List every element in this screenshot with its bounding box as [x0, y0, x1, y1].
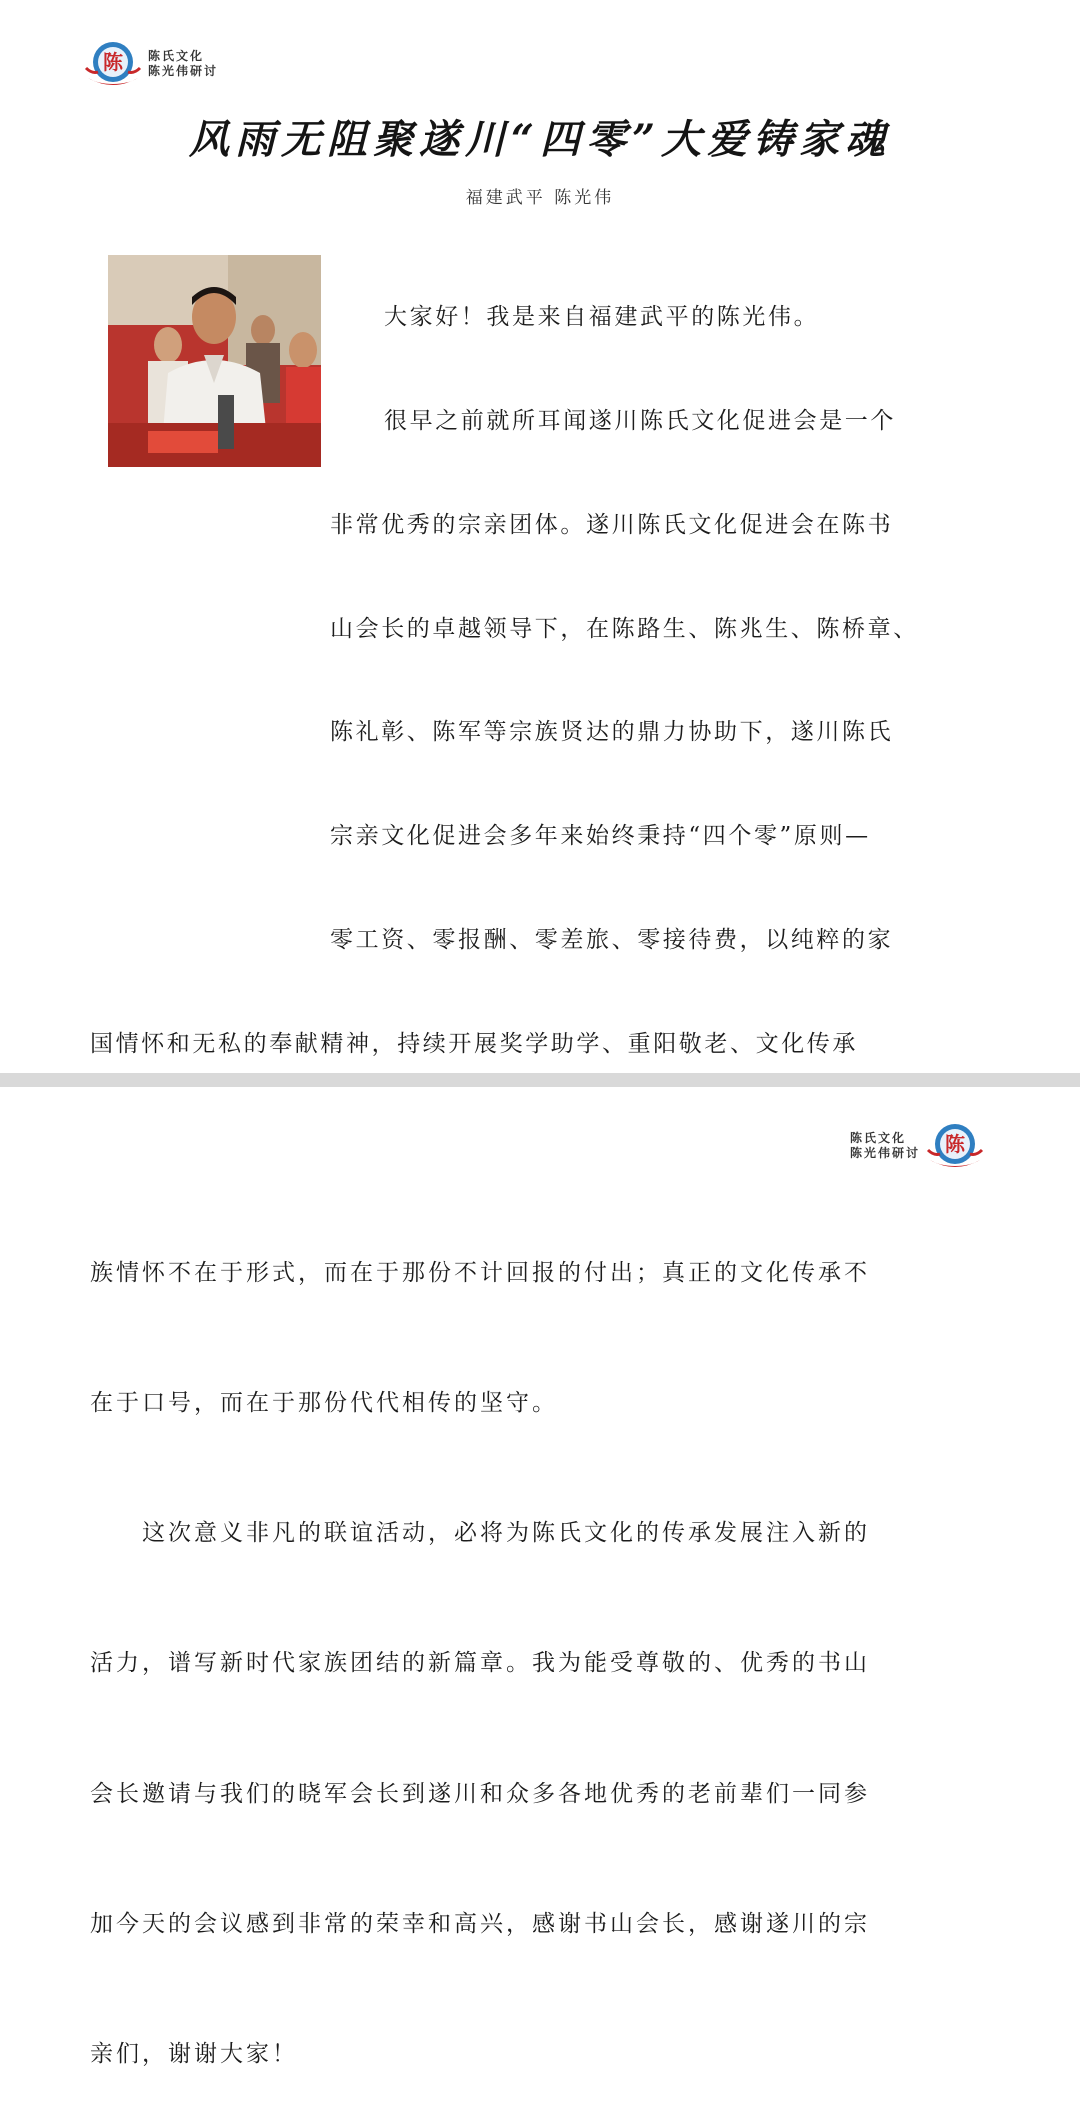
article-body-page-one — [90, 231, 990, 1073]
body-line: 非常优秀的宗亲团体。遂川陈氏文化促进会在陈书 — [330, 511, 894, 538]
body-line: 零工资、零报酬、零差旅、零接待费，以纯粹的家 — [330, 926, 894, 953]
seal-character: 陈 — [103, 50, 123, 74]
body-line: 会长邀请与我们的晓军会长到遂川和众多各地优秀的老前辈们一同参 — [90, 1780, 870, 1807]
logo-caption — [148, 49, 218, 79]
body-line: 宗亲文化促进会多年来始终秉持“四个零”原则— — [330, 823, 871, 850]
logo-line-2: 陈光伟研讨 — [850, 1146, 921, 1160]
body-line: 这次意义非凡的联谊活动，必将为陈氏文化的传承发展注入新的 — [142, 1520, 870, 1547]
body-line: 大家好！我是来自福建武平的陈光伟。 — [384, 304, 820, 331]
body-line: 在于口号，而在于那份代代相传的坚守。 — [90, 1390, 558, 1417]
body-line: 活力，谱写新时代家族团结的新篇章。我为能受尊敬的、优秀的书山 — [90, 1650, 870, 1677]
body-line: 山会长的卓越领导下，在陈路生、陈兆生、陈桥章、 — [330, 615, 919, 642]
logo-line-2: 陈光伟研讨 — [148, 64, 219, 78]
body-line: 国情怀和无私的奉献精神，持续开展奖学助学、重阳敬老、文化传承 — [90, 1030, 858, 1057]
logo-line-1: 陈氏文化 — [850, 1131, 907, 1145]
body-line: 陈礼彰、陈军等宗族贤达的鼎力协助下，遂川陈氏 — [330, 719, 894, 746]
body-line: 亲们，谢谢大家！ — [90, 2041, 298, 2068]
clan-seal-icon — [84, 38, 142, 90]
body-line: 加今天的会议感到非常的荣幸和高兴，感谢书山会长，感谢遂川的宗 — [90, 1910, 870, 1937]
article-byline: 福建武平 陈光伟 — [465, 188, 615, 208]
logo-caption — [850, 1131, 920, 1161]
logo-line-1: 陈氏文化 — [148, 49, 205, 63]
header-logo — [84, 38, 218, 90]
body-line: 很早之前就所耳闻遂川陈氏文化促进会是一个 — [384, 407, 896, 434]
article-body-page-two — [90, 1165, 990, 2120]
body-line: 族情怀不在于形式，而在于那份不计回报的付出；真正的文化传承不 — [90, 1259, 870, 1286]
seal-character: 陈 — [945, 1132, 966, 1156]
page-separator — [0, 1073, 1080, 1087]
article-title: 风雨无阻聚遂川“四零”大爱铸家魂 — [188, 116, 891, 163]
